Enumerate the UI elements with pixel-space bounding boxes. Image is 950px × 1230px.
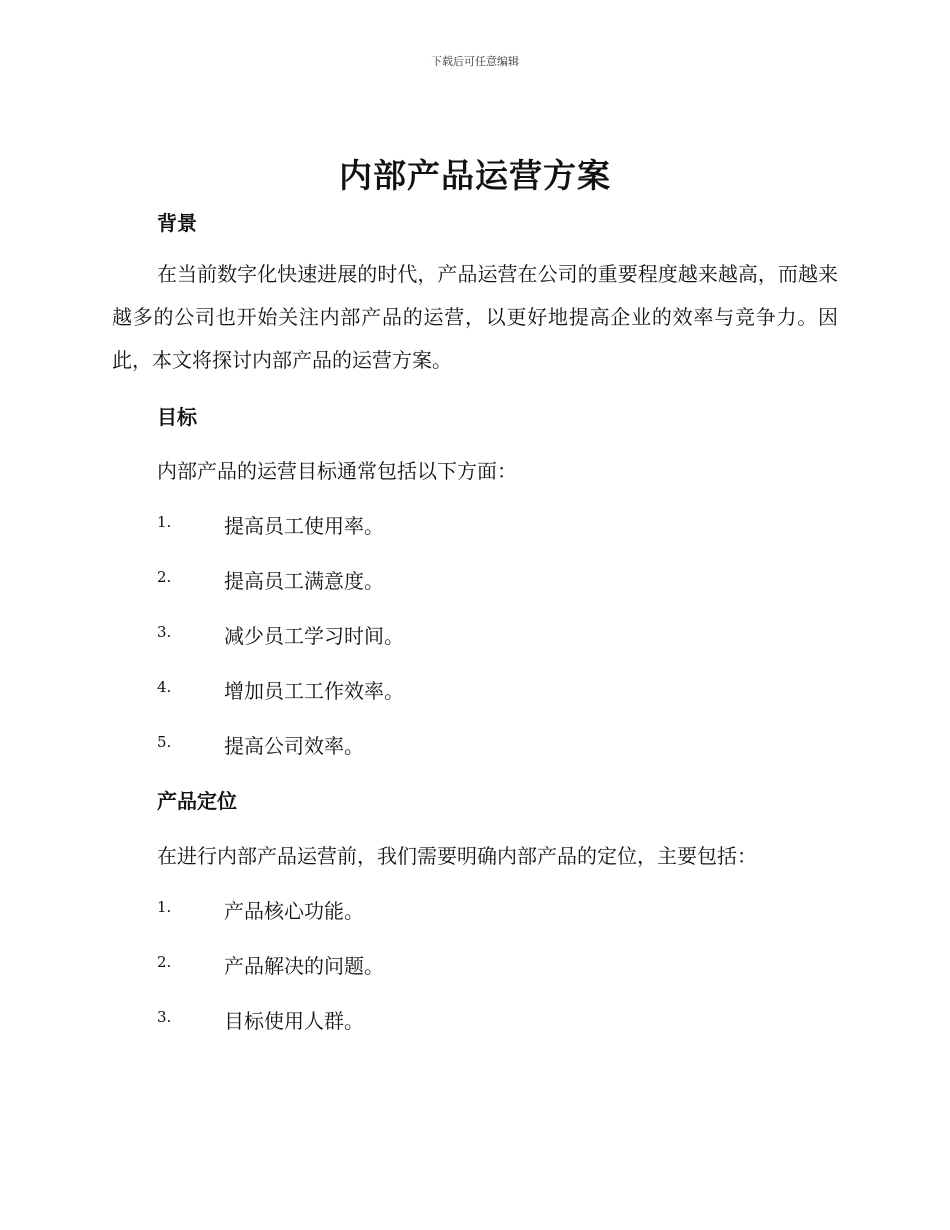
document-title: 内部产品运营方案: [339, 156, 611, 195]
list-number: 3.: [157, 1008, 172, 1026]
goals-intro: 内部产品的运营目标通常包括以下方面：: [157, 459, 517, 483]
list-text: 增加员工工作效率。: [224, 679, 404, 703]
list-number: 2.: [157, 953, 172, 971]
list-number: 1.: [157, 898, 172, 916]
list-text: 产品核心功能。: [224, 899, 364, 923]
page-header-note: 下载后可任意编辑: [431, 55, 519, 68]
section-heading-positioning: 产品定位: [157, 789, 237, 813]
section-heading-background: 背景: [157, 211, 197, 235]
positioning-intro: 在进行内部产品运营前，我们需要明确内部产品的定位，主要包括：: [157, 844, 757, 868]
background-paragraph: 在当前数字化快速进展的时代，产品运营在公司的重要程度越来越高，而越来越多的公司也开始关注内部产品的运营，以更好地提高企业的效率与竞争力。因此，本文将探讨内部产品的运营方案。: [112, 262, 838, 372]
list-text: 提高员工满意度。: [224, 569, 384, 593]
list-text: 提高员工使用率。: [224, 514, 384, 538]
section-heading-goals: 目标: [157, 405, 197, 429]
list-text: 产品解决的问题。: [224, 954, 384, 978]
list-number: 1.: [157, 513, 172, 531]
list-text: 减少员工学习时间。: [224, 624, 404, 648]
list-number: 2.: [157, 568, 172, 586]
list-number: 5.: [157, 733, 172, 751]
list-number: 4.: [157, 678, 172, 696]
list-text: 提高公司效率。: [224, 734, 364, 758]
list-number: 3.: [157, 623, 172, 641]
list-text: 目标使用人群。: [224, 1009, 364, 1033]
